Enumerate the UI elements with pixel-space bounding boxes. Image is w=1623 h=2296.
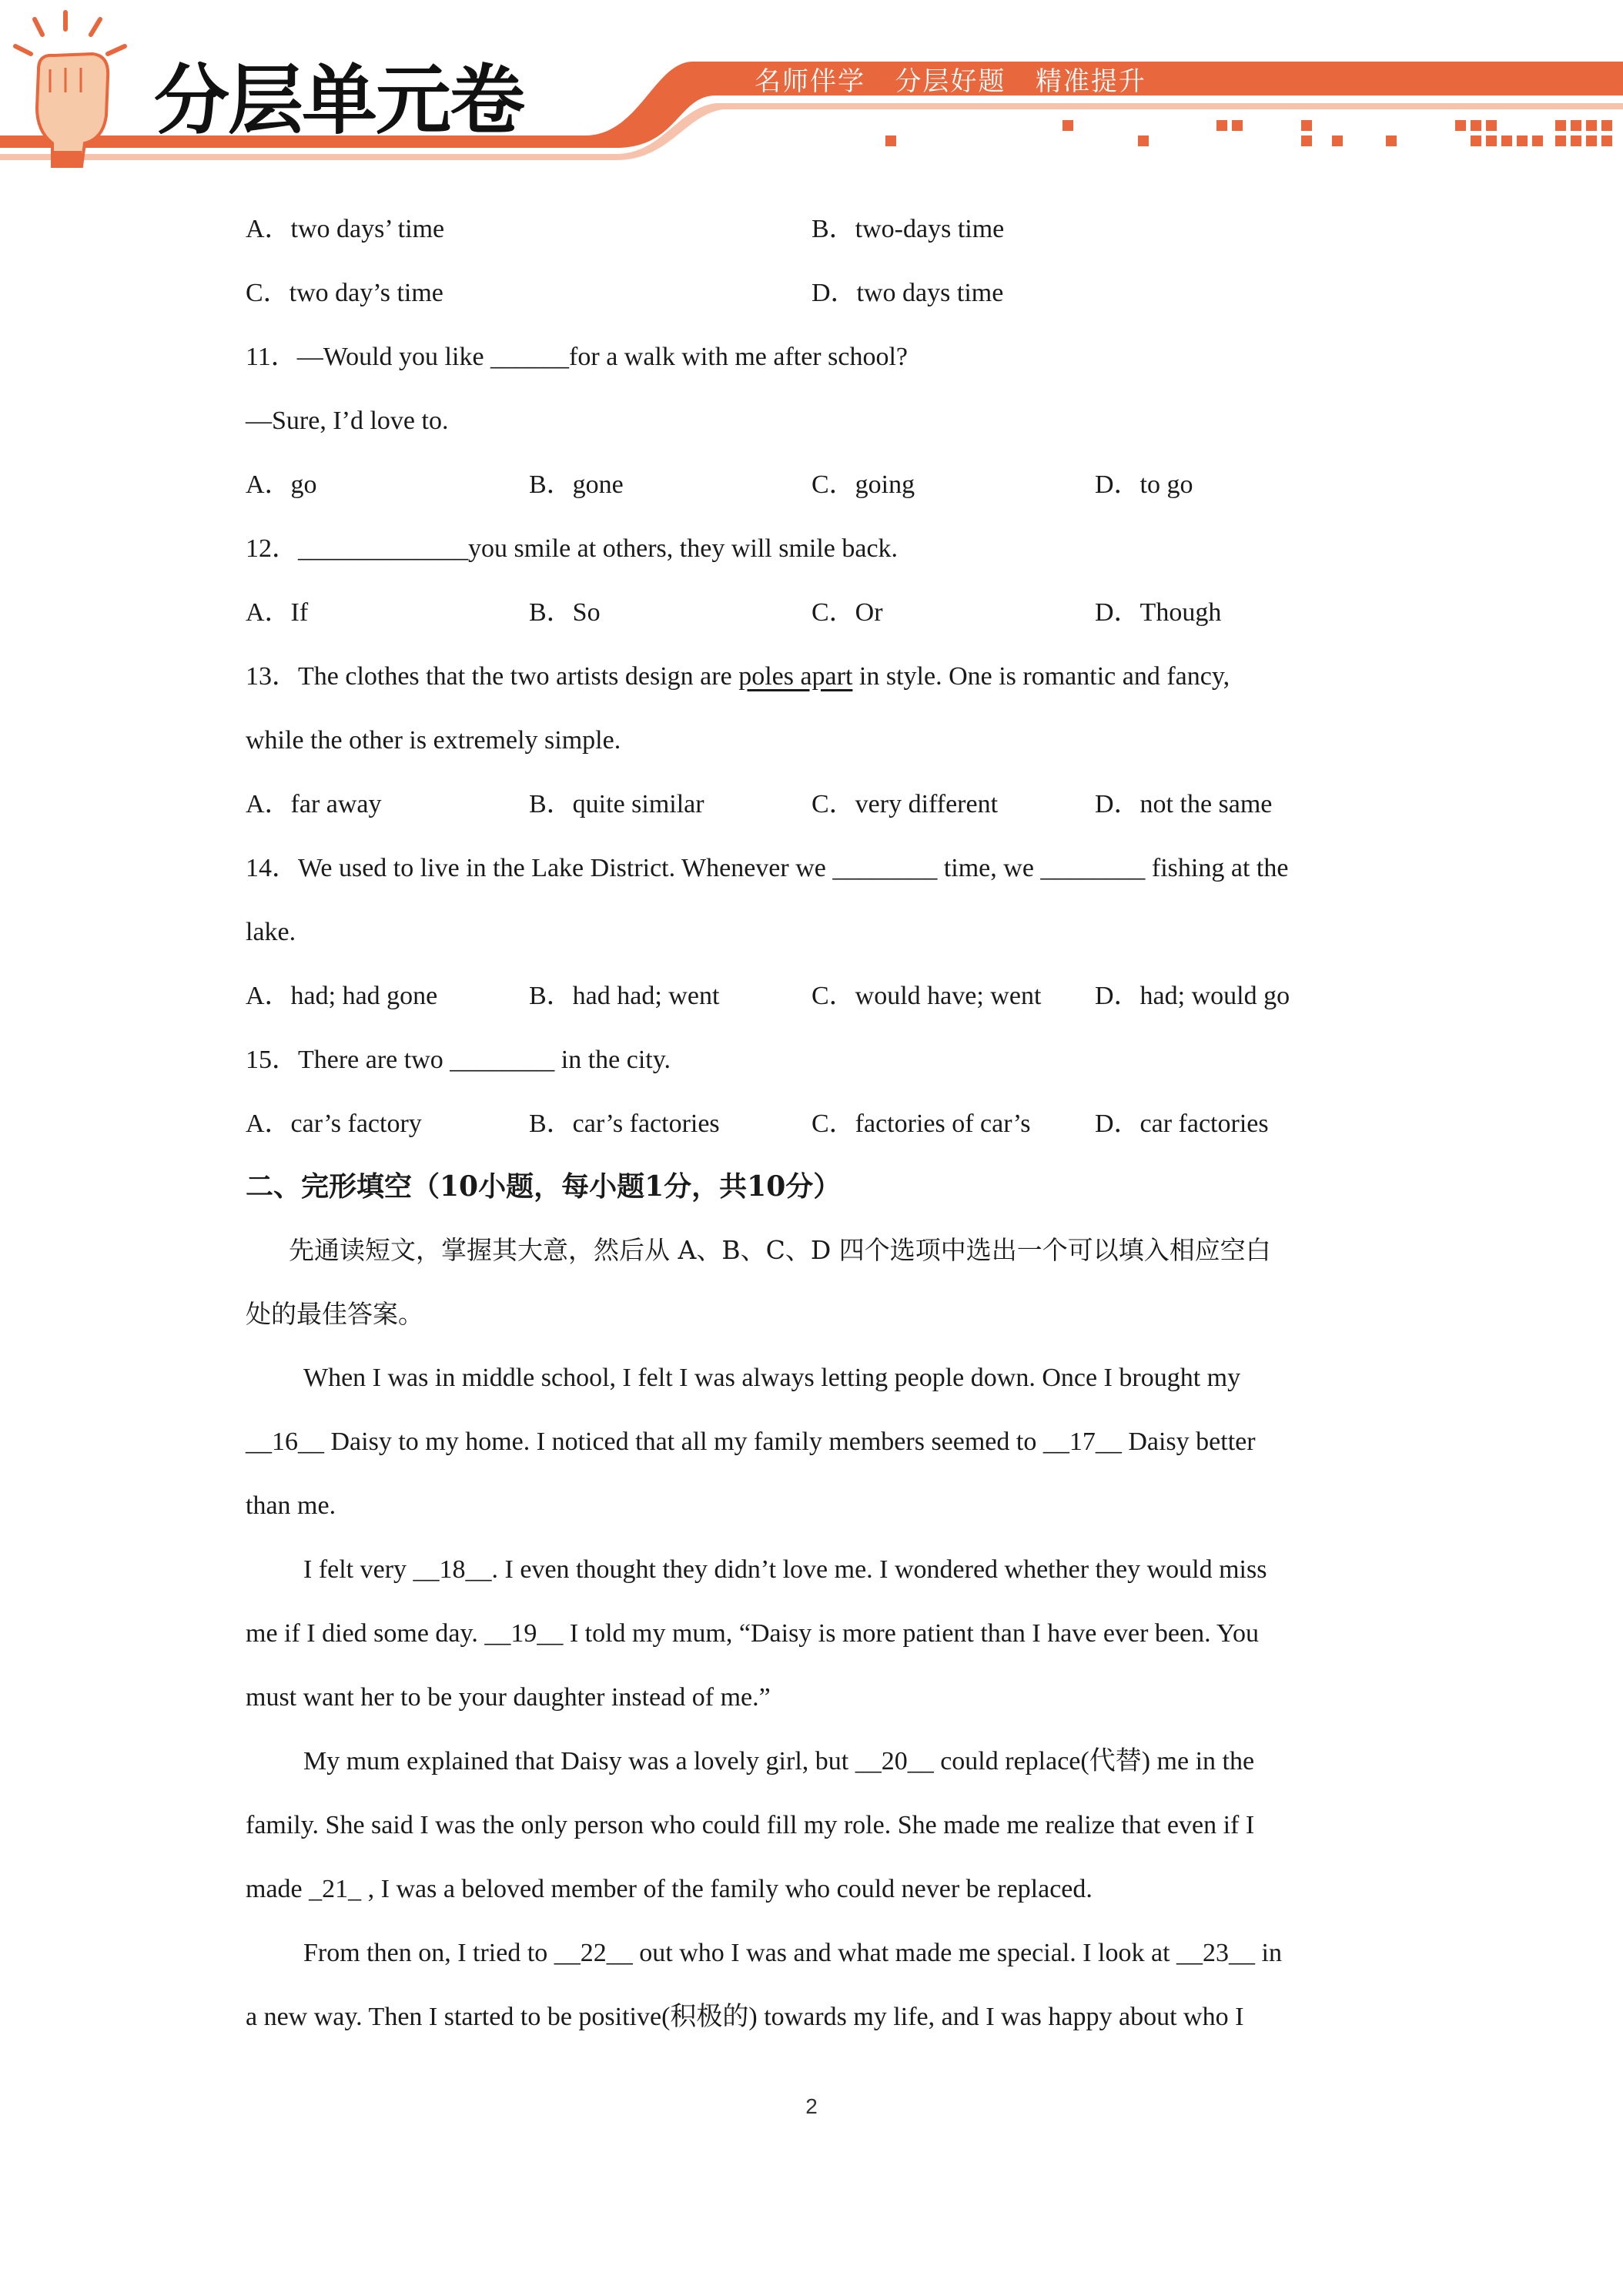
page-number: 2 (805, 2094, 818, 2118)
q10-option-a: A．two days’ time (246, 215, 445, 243)
q11-reply: —Sure, I’d love to. (246, 407, 449, 435)
q15-option-b: B．car’s factories (529, 1110, 720, 1138)
brand-title: 分层单元卷 (154, 57, 524, 145)
q10-option-c: C．two day’s time (246, 279, 443, 307)
passage-p1-line2: __16__ Daisy to my home. I noticed that all my family members seemed to __17__ Daisy better (246, 1427, 1256, 1456)
blank-17: __17__ (1042, 1427, 1122, 1456)
q14-option-d: D．had; would go (1095, 982, 1290, 1010)
q13-stem-line2: while the other is extremely simple. (246, 726, 621, 755)
passage-p4-line2: a new way. Then I started to be positive(积极的) towards my life, and I was happy about who I (246, 2003, 1244, 2031)
q15-stem: 15．There are two ________ in the city. (246, 1046, 671, 1074)
blank-16: __16__ (246, 1427, 324, 1456)
q11-stem: 11．—Would you like ______for a walk with me after school? (246, 343, 908, 371)
blank-18: __18__ (413, 1555, 492, 1584)
passage-p1-line1: When I was in middle school, I felt I was always letting people down. Once I brought my (303, 1364, 1241, 1392)
passage-p3-line2: family. She said I was the only person who could fill my role. She made me realize that even if I (246, 1811, 1255, 1839)
blank-20: __20__ (855, 1747, 934, 1776)
q14-option-c: C．would have; went (812, 982, 1042, 1010)
q12-option-c: C．Or (812, 598, 883, 627)
section-2-heading: 二、完形填空（10小题，每小题1分，共10分） (246, 1170, 842, 1203)
q11-option-a: A．go (246, 470, 317, 499)
blank-21: _21_ (309, 1875, 362, 1903)
q11-option-c: C．going (812, 470, 915, 499)
q11-option-d: D．to go (1095, 470, 1193, 499)
q13-underlined-phrase: poles apart (738, 662, 853, 691)
q12-option-a: A．If (246, 598, 309, 627)
blank-22: __22__ (554, 1939, 633, 1967)
section-2-instruction-line2: 处的最佳答案。 (246, 1299, 423, 1329)
q14-stem-line2: lake. (246, 918, 296, 946)
q13-option-b: B．quite similar (529, 790, 704, 818)
brand-slogan: 名师伴学 分层好题 精准提升 (755, 66, 1146, 97)
passage-p2-line3: must want her to be your daughter instead of me.” (246, 1683, 771, 1712)
q13-option-a: A．far away (246, 790, 382, 818)
q10-option-d: D．two days time (812, 279, 1004, 307)
q13-option-d: D．not the same (1095, 790, 1273, 818)
q15-option-c: C．factories of car’s (812, 1110, 1031, 1138)
q12-option-b: B．So (529, 598, 601, 627)
q11-option-b: B．gone (529, 470, 624, 499)
passage-p1-line3: than me. (246, 1491, 336, 1520)
q14-stem: 14．We used to live in the Lake District. Whenever we ________ time, we ________ fishing at the (246, 854, 1289, 882)
blank-23: __23__ (1176, 1939, 1256, 1967)
page-header (0, 0, 1623, 177)
q10-option-b: B．two-days time (812, 215, 1005, 243)
q15-option-a: A．car’s factory (246, 1110, 422, 1138)
q13-option-c: C．very different (812, 790, 999, 818)
q13-stem: 13．The clothes that the two artists design are poles apart in style. One is romantic and fancy, (246, 662, 1230, 691)
blank-19: __19__ (484, 1619, 564, 1648)
q15-option-d: D．car factories (1095, 1110, 1269, 1138)
q12-stem: 12．_____________you smile at others, they will smile back. (246, 534, 899, 563)
passage-p4-line1: From then on, I tried to __22__ out who I was and what made me special. I look at __23__ in (303, 1939, 1282, 1967)
q12-option-d: D．Though (1095, 598, 1222, 627)
section-2-instruction: 先通读短文，掌握其大意，然后从 A、B、C、D 四个选项中选出一个可以填入相应空白 (289, 1235, 1271, 1265)
fist-icon (8, 8, 139, 169)
q14-option-b: B．had had; went (529, 982, 720, 1010)
passage-p2-line1: I felt very __18__. I even thought they didn’t love me. I wondered whether they would miss (303, 1555, 1267, 1584)
q14-option-a: A．had; had gone (246, 982, 438, 1010)
passage-p3-line3: made _21_ , I was a beloved member of the family who could never be replaced. (246, 1875, 1093, 1903)
passage-p3-line1: My mum explained that Daisy was a lovely girl, but __20__ could replace(代替) me in the (303, 1747, 1255, 1776)
passage-p2-line2: me if I died some day. __19__ I told my mum, “Daisy is more patient than I have ever been. You (246, 1619, 1259, 1648)
